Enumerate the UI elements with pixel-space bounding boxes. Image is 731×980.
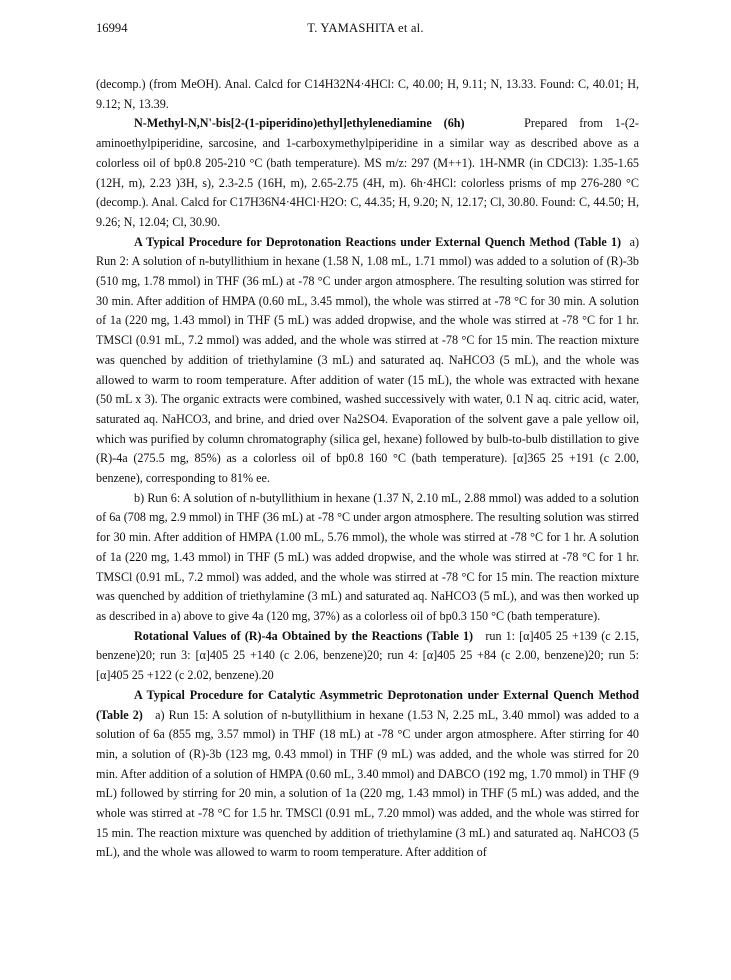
- paragraph-text: run 1: [α]405 25 +139 (c 2.15, benzene)20; run 3: [α]405 25 +140 (c 2.06, benzene)20; run 4: [α]405 25 +84 (c 2.00, benzene)20; run 5: [α]405 25 +122 (c 2.02, benzene).20: [96, 628, 639, 683]
- section-heading: A Typical Procedure for Catalytic Asymmetric Deprotonation under External Quench Method (Table 2): [96, 687, 639, 722]
- paragraph-text: b) Run 6: A solution of n-butyllithium in hexane (1.37 N, 2.10 mL, 2.88 mmol) was added to a solution of 6a (708 mg, 2.9 mmol) in THF (36 mL) at -78 °C under argon atmosphere. The resulting solution was stirred for 30 min. After addition of HMPA (1.00 mL, 5.76 mmol), the whole was stirred at -78 °C for 1 hr. A solution of 1a (220 mg, 1.43 mmol) in THF (5 mL) was added dropwise, and the whole was stirred at -78 °C for 1 hr. TMSCl (0.91 mL, 7.2 mmol) was added, and the whole was stirred at -78 °C for 15 min. The reaction mixture was quenched by addition of triethylamine (3 mL) and saturated aq. NaHCO3 (5 mL), and was then worked up as described in a) above to give 4a (120 mg, 37%) as a colorless oil of bp0.3 150 °C (bath temperature).: [96, 490, 639, 623]
- paragraph-run-6: [96, 489, 639, 627]
- paragraph-procedure-table1: [96, 233, 639, 489]
- section-heading: N-Methyl-N,N'-bis[2-(1-piperidino)ethyl]ethylenediamine (6h): [134, 116, 465, 131]
- paragraph-procedure-table2: [96, 686, 639, 863]
- paragraph-text: a) Run 2: A solution of n-butyllithium in hexane (1.58 N, 1.08 mL, 1.71 mmol) was added to a solution of (R)-3b (510 mg, 1.78 mmol) in THF (36 mL) at -78 °C under argon atmosphere. The resulting solution was stirred for 30 min. After addition of HMPA (0.60 mL, 3.45 mmol), the whole was stirred at -78 °C for 30 min. A solution of 1a (220 mg, 1.43 mmol) in THF (5 mL) was added dropwise, and the whole was stirred at -78 °C for 1 hr. TMSCl (0.91 mL, 7.2 mmol) was added, and the whole was stirred at -78 °C for 15 min. The reaction mixture was quenched by addition of triethylamine (3 mL) and saturated aq. NaHCO3 (5 mL), and the whole was allowed to warm to room temperature. After addition of water (15 mL), the whole was extracted with hexane (50 mL x 3). The organic extracts were combined, washed successively with water, 0.1 N aq. citric acid, water, saturated aq. NaHCO3, and brine, and dried over Na2SO4. Evaporation of the solvent gave a pale yellow oil, which was purified by column chromatography (silica gel, hexane) followed by bulb-to-bulb distillation to give (R)-4a (275.5 mg, 85%) as a colorless oil of bp0.8 160 °C (bath temperature). [α]365 25 +191 (c 2.00, benzene), corresponding to 81% ee.: [96, 234, 639, 486]
- section-heading: Rotational Values of (R)-4a Obtained by the Reactions (Table 1): [134, 628, 474, 643]
- paragraph-continuation: [96, 75, 639, 114]
- section-heading: A Typical Procedure for Deprotonation Reactions under External Quench Method (Table 1): [134, 234, 622, 249]
- paragraph-text: Prepared from 1-(2-aminoethylpiperidine, sarcosine, and 1-carboxymethylpiperidine in a similar way as described above as a colorless oil of bp0.8 205-210 °C (bath temperature). MS m/z: 297 (M++1). 1H-NMR (in CDCl3): 1.35-1.65 (12H, m), 2.23 )3H, s), 2.3-2.5 (16H, m), 2.65-2.75 (4H, m). 6h·4HCl: colorless prisms of mp 276-280 °C (decomp.). Anal. Calcd for C17H36N4·4HCl·H2O: C, 44.35; H, 9.20; N, 12.17; Cl, 30.80. Found: C, 44.50; H, 9.26; N, 12.04; Cl, 30.90.: [96, 116, 639, 229]
- paragraph-compound-6h: [96, 114, 639, 232]
- paragraph-text: a) Run 15: A solution of n-butyllithium in hexane (1.53 N, 2.25 mL, 3.40 mmol) was added to a solution of 6a (855 mg, 3.57 mmol) in THF (18 mL) at -78 °C under argon atmosphere. After stirring for 40 min, a solution of (R)-3b (123 mg, 0.43 mmol) in THF (9 mL) was added, and the whole was stirred for 20 min. After addition of a solution of HMPA (0.60 mL, 3.40 mmol) and DABCO (192 mg, 1.70 mmol) in THF (9 mL) followed by stirring for 20 min, a solution of 1a (220 mg, 1.43 mmol) in THF (5 mL) was added, and the whole was stirred at -78 °C for 1.5 hr. TMSCl (0.91 mL, 7.20 mmol) was added, and the whole was stirred for 15 min. The reaction mixture was quenched by addition of triethylamine (3 mL) and saturated aq. NaHCO3 (5 mL), and the whole was allowed to warm to room temperature. After addition of: [96, 707, 639, 860]
- page-number: 16994: [96, 21, 128, 35]
- running-head: T. YAMASHITA et al.: [307, 21, 424, 35]
- article-body: [96, 75, 639, 863]
- paragraph-rotational-values: [96, 627, 639, 686]
- page-header: [96, 21, 635, 39]
- paragraph-text: (decomp.) (from MeOH). Anal. Calcd for C14H32N4·4HCl: C, 40.00; H, 9.11; N, 13.33. Found: C, 40.01; H, 9.12; N, 13.39.: [96, 77, 639, 111]
